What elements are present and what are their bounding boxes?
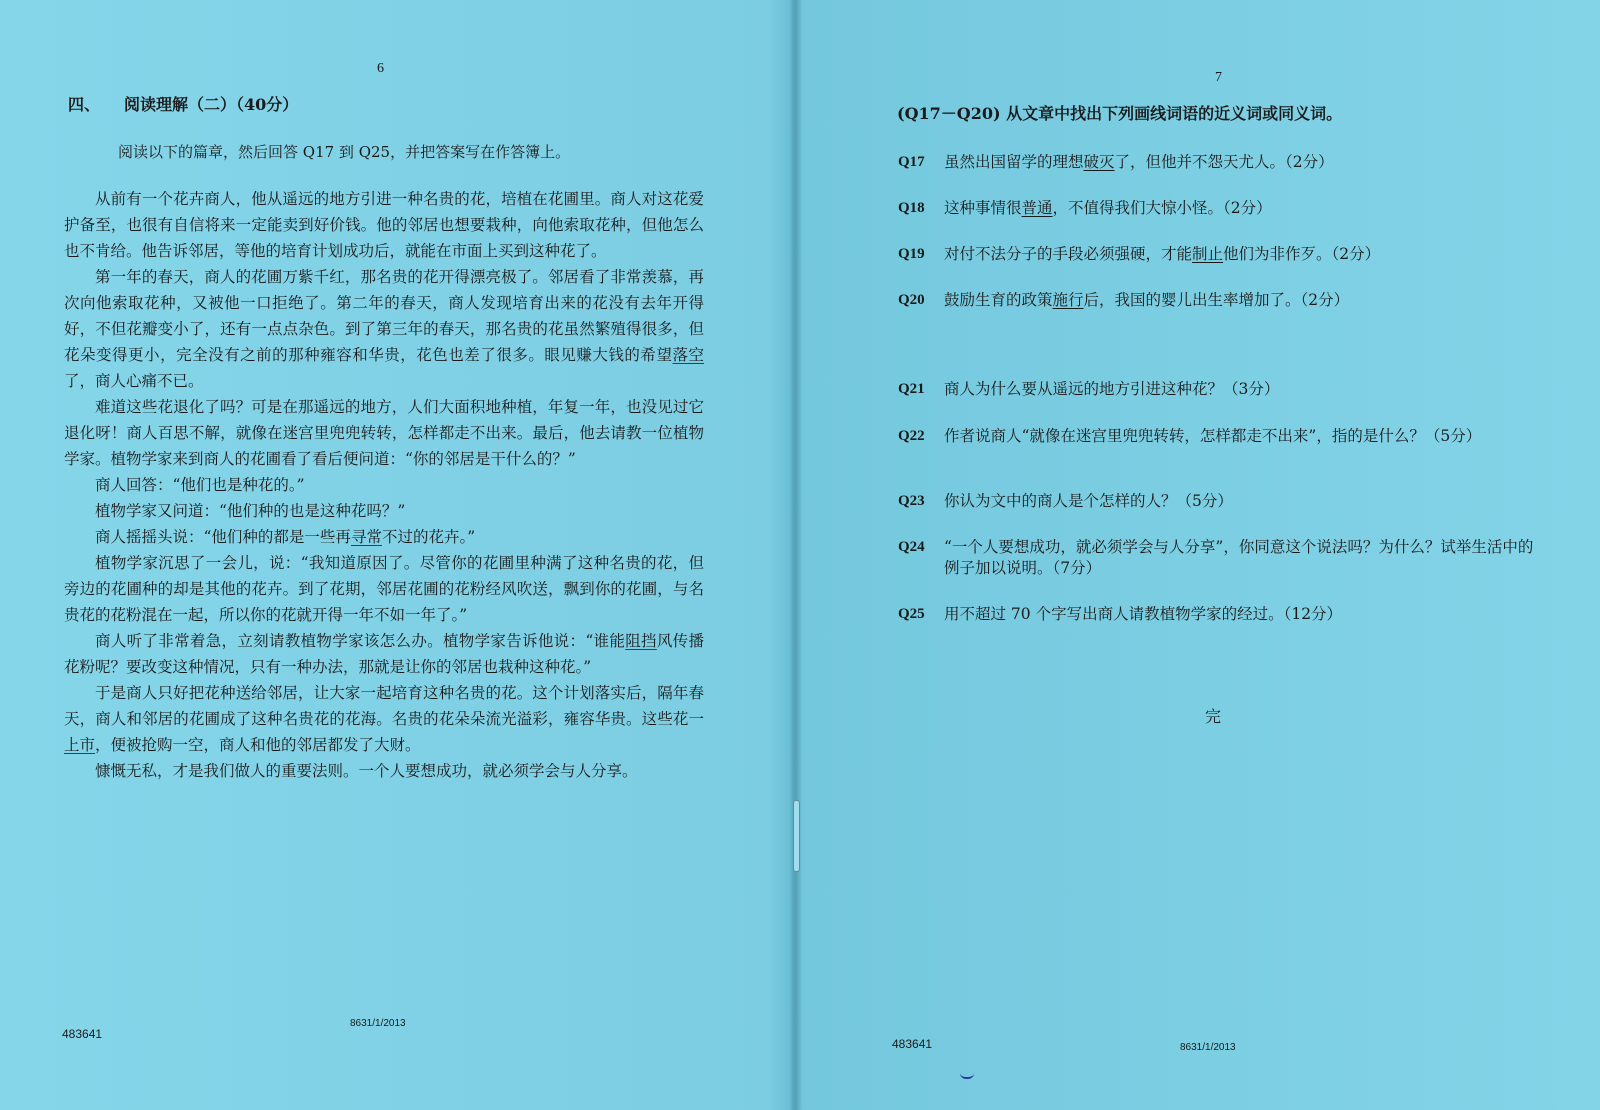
paragraph: 植物学家又问道：“他们种的也是这种花吗？” <box>95 502 406 520</box>
question-id: Q17 <box>898 154 925 170</box>
underlined-word: 制止 <box>1192 245 1224 263</box>
paragraph: 从前有一个花卉商人，他从遥远的地方引进一种名贵的花，培植在花圃里。商人对这花爱护备至，也很有自信将来一定能卖到好价钱。他的邻居也想要栽种，向他索取花种，但他怎么也不肯给。他告诉邻居，等他的培育计划成功后，就能在市面上买到这种花了。 <box>64 190 704 260</box>
staple <box>793 800 800 872</box>
underlined-word: 阻挡 <box>625 632 657 650</box>
page-number: 7 <box>1215 70 1222 85</box>
question-id: Q20 <box>898 292 925 308</box>
end-mark: 完 <box>1205 707 1222 726</box>
page-number: 6 <box>377 61 384 76</box>
right-page <box>802 0 1600 1110</box>
question-id: Q24 <box>898 539 925 555</box>
section-name: 阅读理解（二）（40分） <box>124 95 299 114</box>
question-id: Q18 <box>898 200 925 216</box>
candidate-code: 483641 <box>892 1037 933 1051</box>
section-number: 四、 <box>68 95 101 114</box>
instruction: 阅读以下的篇章，然后回答 Q17 到 Q25，并把答案写在作答簿上。 <box>118 143 571 161</box>
underlined-word: 上市 <box>64 736 96 754</box>
candidate-code: 483641 <box>62 1027 103 1041</box>
question-q22: Q22 作者说商人“就像在迷宫里兜兜转转，怎样都走不出来”，指的是什么？（5分） <box>898 427 1482 445</box>
paragraph: 难道这些花退化了吗？可是在那遥远的地方，人们大面积地种植，年复一年，也没见过它退化呀！商人百思不解，就像在迷宫里兜兜转转，怎样都走不出来。最后，他去请教一位植物学家。植物学家来到商人的花圃看了看后便问道：“你的邻居是干什么的？” <box>64 398 704 468</box>
question-id: Q21 <box>898 381 925 397</box>
question-q25: Q25 用不超过 70 个字写出商人请教植物学家的经过。（12分） <box>898 605 1343 623</box>
question-id: Q23 <box>898 493 925 509</box>
underlined-word: 破灭 <box>1083 153 1115 171</box>
paragraph: 慷慨无私，才是我们做人的重要法则。一个人要想成功，就必须学会与人分享。 <box>95 762 638 780</box>
section-title <box>68 92 298 115</box>
paper-code: 8631/1/2013 <box>1180 1042 1236 1053</box>
question-q17: Q17 虽然出国留学的理想破灭了，但他并不怨天尤人。（2分） <box>898 153 1334 171</box>
paper-code: 8631/1/2013 <box>350 1018 406 1029</box>
paragraph: 植物学家沉思了一会儿，说：“我知道原因了。尽管你的花圃里种满了这种名贵的花，但旁边的花圃种的却是其他的花卉。到了花期，邻居花圃的花粉经风吹送，飘到你的花圃，与名贵花的花粉混在一起，所以你的花就开得一年不如一年了。” <box>64 554 704 624</box>
question-q19: Q19 对付不法分子的手段必须强硬，才能制止他们为非作歹。（2分） <box>898 245 1381 263</box>
question-id: Q25 <box>898 606 925 622</box>
underlined-word: 寻常 <box>350 528 382 546</box>
paragraph: 第一年的春天，商人的花圃万紫千红，那名贵的花开得漂亮极了。邻居看了非常羡慕，再次向他索取花种，又被他一口拒绝了。第二年的春天，商人发现培育出来的花没有去年开得好，不但花瓣变小了，还有一点点杂色。到了第三年的春天，那名贵的花虽然繁殖得很多，但花朵变得更小，完全没有之前的那种雍容和华贵，花色也差了很多。眼见赚大钱的希望落空了，商人心痛不已。 <box>64 268 704 390</box>
reading-passage <box>64 186 704 784</box>
left-page <box>0 0 790 1110</box>
paragraph: 于是商人只好把花种送给邻居，让大家一起培育这种名贵的花。这个计划落实后，隔年春天，商人和邻居的花圃成了这种名贵花的花海。名贵的花朵朵流光溢彩，雍容华贵。这些花一上市，便被抢购一空，商人和他的邻居都发了大财。 <box>64 684 704 754</box>
question-q18: Q18 这种事情很普通，不值得我们大惊小怪。（2分） <box>898 199 1272 217</box>
question-id: Q19 <box>898 246 925 262</box>
paragraph: 商人回答：“他们也是种花的。” <box>95 476 305 494</box>
underlined-word: 施行 <box>1052 291 1084 309</box>
question-heading: (Q17－Q20) 从文章中找出下列画线词语的近义词或同义词。 <box>897 104 1343 123</box>
underlined-word: 普通 <box>1021 199 1053 217</box>
paragraph: 商人听了非常着急，立刻请教植物学家该怎么办。植物学家告诉他说：“谁能阻挡风传播花粉呢？要改变这种情况，只有一种办法，那就是让你的邻居也栽种这种花。” <box>64 632 704 676</box>
question-q23: Q23 你认为文中的商人是个怎样的人？（5分） <box>898 492 1233 510</box>
question-q20: Q20 鼓励生育的政策施行后，我国的婴儿出生率增加了。（2分） <box>898 291 1350 309</box>
underlined-word: 落空 <box>672 346 704 364</box>
pen-mark <box>960 1069 974 1079</box>
center-fold <box>790 0 802 1110</box>
question-q24: Q24 “一个人要想成功，就必须学会与人分享”，你同意这个说法吗？为什么？试举生活中的例子加以说明。（7分） <box>898 538 1534 577</box>
question-q21: Q21 商人为什么要从遥远的地方引进这种花？（3分） <box>898 380 1280 398</box>
paragraph: 商人摇摇头说：“他们种的都是一些再寻常不过的花卉。” <box>95 528 476 546</box>
question-id: Q22 <box>898 428 925 444</box>
